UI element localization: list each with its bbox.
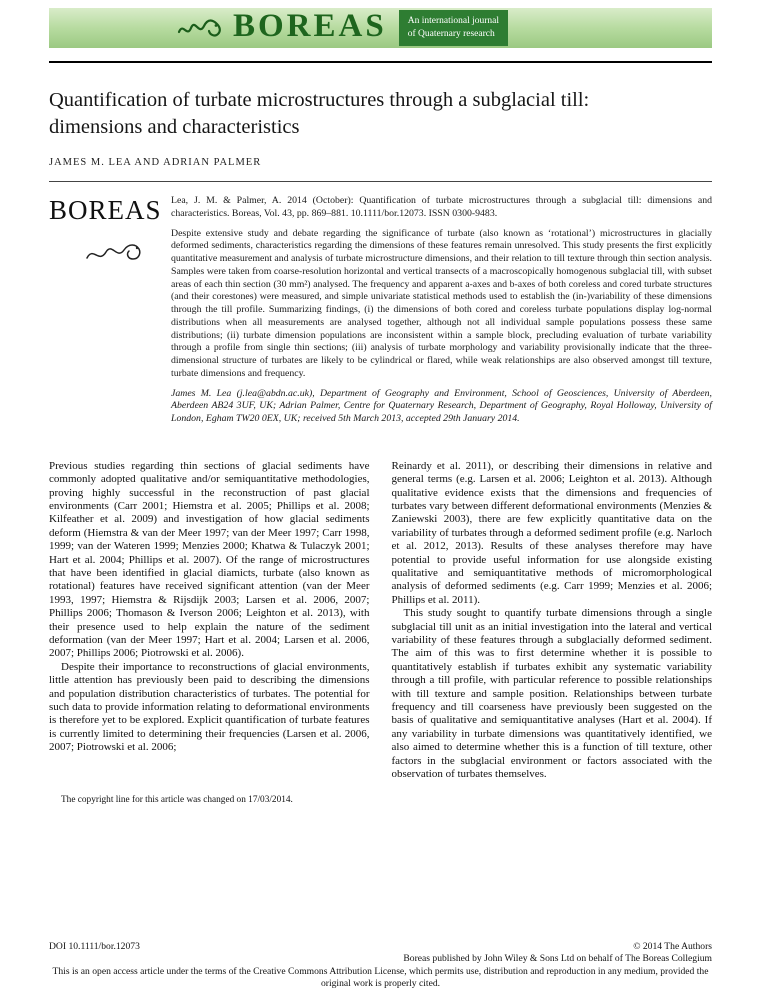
article-title	[49, 87, 712, 140]
article-abstract: Despite extensive study and debate regarding the significance of turbate (also known as ‘rotational’) microstructures in glacially deformed sediments, characteristics regarding the dimensions of these features remain unresolved. This study presents the first explicitly quantitative measurement and analysis of turbate microstructure dimensions, and their relation to till texture through thin section analysis. Samples were taken from coarse-resolution horizontal and vertical transects of a macroscopically homogenous subglacial till, with subset areas of each thin section (30 mm²) analysed. The frequency and apparent a-axes and b-axes of both coreless and cored turbate structures (and their corestones) were measured, and simple univariate statistical methods used to establish the (in-)variability of these dimensions through the till profile. Summarizing findings, (i) the dimensions of both cored and coreless turbate populations display log-normal distributions when all measurements are analysed together, although not all individual sample populations possess these same distributions; (ii) turbate dimension populations are inconsistent within a sample block, precluding evaluation of turbate variability through a profile from single thin sections; (iii) analysis of turbate morphology and variability provisionally indicate that the three-dimensional structure of turbates are likely to be cylindrical or flared, while weak relationships are also observed amongst till texture, turbate dimensions and frequency.	[171, 227, 712, 379]
boreas-fish-icon	[177, 12, 225, 47]
body-columns	[49, 460, 712, 806]
boreas-logo-block	[49, 195, 171, 425]
journal-name: BOREAS	[233, 7, 387, 44]
body-paragraph: This study sought to quantify turbate dimensions through a single subglacial till unit as an initial investigation into the lateral and vertical variability of these features through a subglacially deformed sediment. The aim of this was to first determine whether it is possible to quantitatively establish if turbates exhibit any systematic variability through a till profile, with particular reference to possible relationships with till texture and sample position. Relationships between turbate frequency and till coarseness have previously been suggested on the basis of qualitative and semiquantitative analyses (Hart et al. 2004). If any variability in turbate dimensions was quantitatively identified, we also aimed to determine whether this is a function of till texture, other factors in the subglacial environment or factors associated with the observation of turbates themselves.	[391, 607, 712, 781]
publisher-line: Boreas published by John Wiley & Sons Ltd on behalf of The Boreas Collegium	[403, 953, 712, 965]
boreas-logo-fish-icon	[83, 230, 171, 277]
license-line: This is an open access article under the terms of the Creative Commons Attribution License, which permits use, distribution and reproduction in any medium, provided the original work is properly cited.	[52, 966, 709, 990]
right-column	[392, 460, 713, 806]
header-divider-rule	[49, 61, 712, 63]
doi-text: DOI 10.1111/bor.12073	[49, 941, 140, 953]
author-affiliation: James M. Lea (j.lea@abdn.ac.uk), Department of Geography and Environment, School of Geosciences, University of Aberdeen, Aberdeen AB24 3UF, UK; Adrian Palmer, Centre for Quaternary Research, Department of Geography, Royal Holloway, University of London, Egham TW20 0EX, UK; received 5th March 2013, accepted 29th January 2014.	[171, 387, 712, 425]
article-title-line2: dimensions and characteristics	[49, 115, 300, 138]
body-paragraph: Previous studies regarding thin sections of glacial sediments have commonly adopted qualitative and/or semiquantitative methodologies, proving highly successful in the reconstruction of past glacial environments (Carr 2001; Hiemstra et al. 2005; Phillips et al. 2008; Kilfeather et al. 2009) and investigation of how glacial sediments deform (Hiemstra & van der Meer 1997; van der Meer 1997; Carr 1998, 1999; van der Wateren 1999; Menzies 2000; Khatwa & Tulaczyk 2001; Hart et al. 2004; Phillips et al. 2007). Of the range of microstructures that have been identified in glacial diamicts, turbate (also known as rotational) features have received significant attention (van der Meer 1993, 1997; Hiemstra & Rijsdijk 2003; Larsen et al. 2006, 2007; Phillips 2006; Thomason & Iverson 2006; Leighton et al. 2013), with their presence used to help explain the nature of the sediment deformation (van der Meer 1997; Hart et al. 2004; Larsen et al. 2006, 2007; Phillips 2006; Piotrowski et al. 2006).	[49, 459, 370, 660]
article-authors: JAMES M. LEA AND ADRIAN PALMER	[49, 157, 262, 169]
footer-row	[49, 941, 712, 953]
article-citation: Lea, J. M. & Palmer, A. 2014 (October): Quantification of turbate microstructures through a subglacial till: dimensions and characteristics. Boreas, Vol. 43, pp. 869–881. 10.1111/bor.12073. ISSN 0300-9483.	[171, 195, 712, 220]
abstract-section	[49, 195, 712, 425]
boreas-logo-text: BOREAS	[49, 195, 162, 226]
body-paragraph: Reinardy et al. 2011), or describing their dimensions in relative and general terms (e.g. Larsen et al. 2006; Leighton et al. 2013). Although qualitative evidence exists that the dimensions and frequencies of turbates vary between different deformational environments (Menzies & Zaniewski 2003), there are few explicitly quantitative data on the variability of turbates through a deformed sediment profile (e.g. Narloch et al. 2012, 2013). Results of these analyses therefore may have potential to provide useful information for use alongside existing qualitative and semiquantitative methods of micromorphological analysis of deformed sediments (e.g. Carr 1999; Menzies et al. 2006; Phillips et al. 2011).	[391, 459, 712, 606]
authors-divider-rule	[49, 181, 712, 182]
copyright-change-note: The copyright line for this article was changed on 17/03/2014.	[61, 794, 293, 805]
journal-banner	[49, 8, 712, 48]
tagline-line1: An international journal	[407, 16, 499, 27]
body-paragraph: Despite their importance to reconstructions of glacial environments, little attention has previously been paid to describing the dimensions and population distribution characteristics of turbates. The potential for such data to provide information relating to deformational environments is therefore yet to be explored. Explicit quantification of turbate features is currently limited to determining their frequencies (Larsen et al. 2006, 2007; Piotrowski et al. 2006;	[49, 660, 370, 754]
tagline-line2: of Quaternary research	[407, 29, 495, 39]
page-footer	[49, 941, 712, 990]
copyright-text: © 2014 The Authors	[633, 941, 712, 953]
journal-tagline	[399, 10, 508, 46]
left-column	[49, 460, 370, 806]
article-title-line1: Quantification of turbate microstructures through a subglacial till:	[49, 89, 590, 111]
abstract-texts	[171, 195, 712, 425]
